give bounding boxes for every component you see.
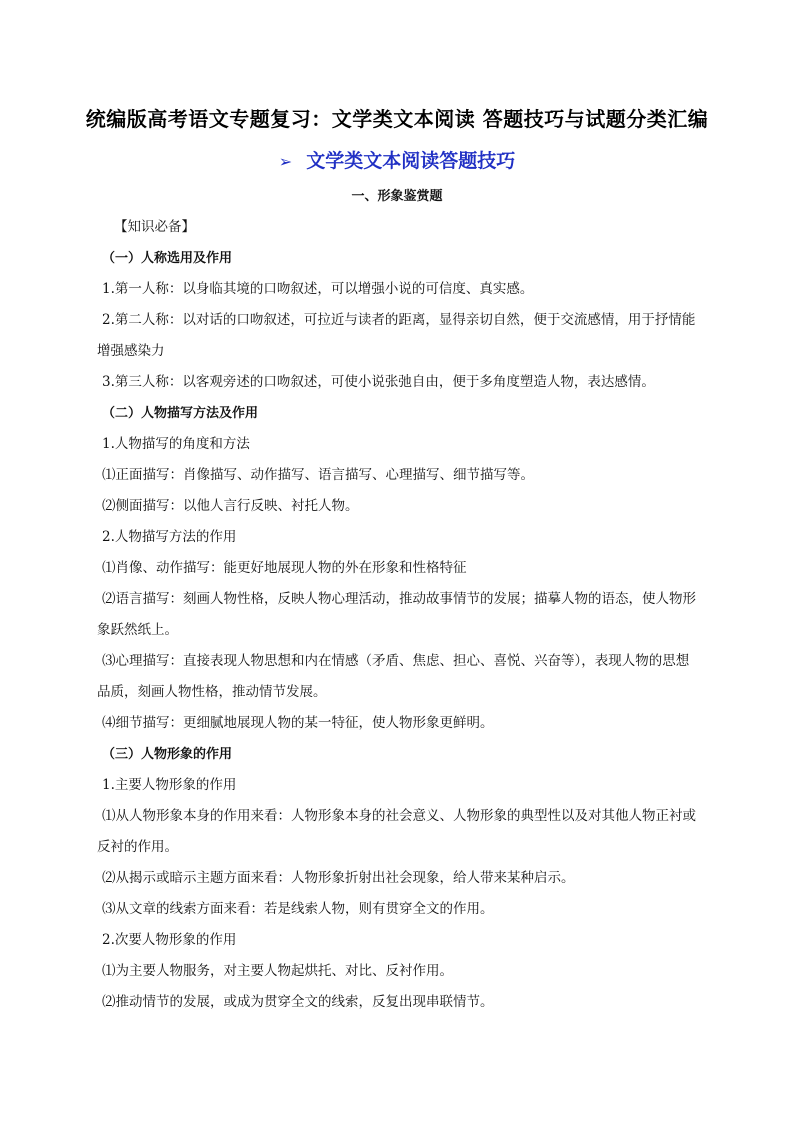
paragraph-line: 反衬的作用。 — [97, 839, 178, 855]
paragraph-line: ⑴正面描写：肖像描写、动作描写、语言描写、心理描写、细节描写等。 — [102, 467, 534, 483]
paragraph-line: 象跃然纸上。 — [97, 622, 178, 638]
paragraph-line: ⑵推动情节的发展，或成为贯穿全文的线索，反复出现串联情节。 — [102, 994, 494, 1010]
paragraph-line: 3.第三人称：以客观旁述的口吻叙述，可使小说张弛自由，便于多角度塑造人物，表达感情。 — [102, 374, 655, 390]
paragraph-line: 2.第二人称：以对话的口吻叙述，可拉近与读者的距离，显得亲切自然，便于交流感情，用于抒情能 — [102, 312, 696, 328]
arrow-bullet-icon: ➢ — [278, 152, 293, 171]
paragraph-line: 品质，刻画人物性格，推动情节发展。 — [97, 684, 327, 700]
document-title: 统编版高考语文专题复习：文学类文本阅读 答题技巧与试题分类汇编 — [85, 107, 709, 131]
paragraph-line: 2.人物描写方法的作用 — [102, 529, 237, 545]
paragraph-line: ⑵语言描写：刻画人物性格，反映人物心理活动，推动故事情节的发展；描摹人物的语态，使人物形 — [102, 591, 696, 607]
paragraph-line: ⑴为主要人物服务，对主要人物起烘托、对比、反衬作用。 — [102, 963, 453, 979]
knowledge-label: 【知识必备】 — [114, 219, 195, 235]
subheading-2: （二）人物描写方法及作用 — [102, 406, 259, 421]
paragraph-line: 1.第一人称：以身临其境的口吻叙述，可以增强小说的可信度、真实感。 — [102, 281, 534, 297]
paragraph-line: ⑶从文章的线索方面来看：若是线索人物，则有贯穿全文的作用。 — [102, 901, 494, 917]
subheading-3: （三）人物形象的作用 — [102, 747, 233, 762]
subtitle — [0, 146, 794, 173]
paragraph-line: ⑵侧面描写：以他人言行反映、衬托人物。 — [102, 498, 359, 514]
paragraph-line: 2.次要人物形象的作用 — [102, 932, 237, 948]
document-body — [97, 212, 722, 1018]
paragraph-line: ⑷细节描写：更细腻地展现人物的某一特征，使人物形象更鲜明。 — [102, 715, 494, 731]
subtitle-text: 文学类文本阅读答题技巧 — [306, 150, 516, 172]
paragraph-line: ⑴从人物形象本身的作用来看：人物形象本身的社会意义、人物形象的典型性以及对其他人物正衬或 — [102, 808, 696, 824]
paragraph-line: ⑶心理描写：直接表现人物思想和内在情感（矛盾、焦虑、担心、喜悦、兴奋等），表现人物的思想 — [102, 653, 690, 669]
paragraph-line: 1.主要人物形象的作用 — [102, 777, 237, 793]
section-heading: 一、形象鉴赏题 — [351, 189, 443, 204]
paragraph-line: ⑴肖像、动作描写：能更好地展现人物的外在形象和性格特征 — [102, 560, 467, 576]
subheading-1: （一）人称选用及作用 — [102, 251, 233, 266]
paragraph-line: ⑵从揭示或暗示主题方面来看：人物形象折射出社会现象，给人带来某种启示。 — [102, 870, 575, 886]
paragraph-line: 增强感染力 — [97, 343, 165, 359]
paragraph-line: 1.人物描写的角度和方法 — [102, 436, 250, 452]
